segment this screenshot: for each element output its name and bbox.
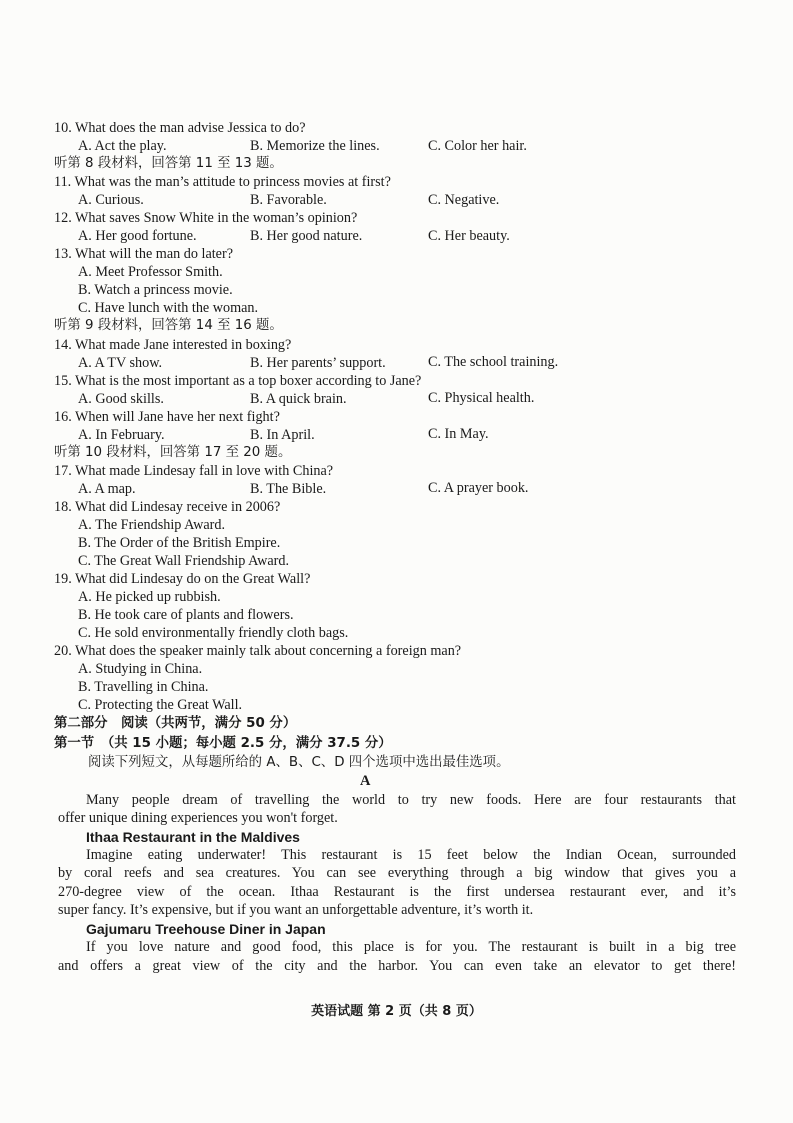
question-20-stem: 20. What does the speaker mainly talk about concerning a foreign man? — [54, 643, 462, 659]
question-19-option-c: C. He sold environmentally friendly cloth bags. — [78, 625, 349, 641]
question-20-option-b: B. Travelling in China. — [78, 679, 209, 695]
question-10-option-b: B. Memorize the lines. — [250, 138, 380, 154]
question-16-option-b: B. In April. — [250, 427, 315, 443]
ithaa-line-2: by coral reefs and sea creatures. You can see everything through a big window that gives you a — [58, 865, 736, 881]
question-12-option-b: B. Her good nature. — [250, 228, 363, 244]
question-14-option-c: C. The school training. — [428, 354, 559, 370]
intro-line-2: offer unique dining experiences you won't forget. — [58, 810, 338, 826]
question-17-option-b: B. The Bible. — [250, 481, 327, 497]
question-12-option-c: C. Her beauty. — [428, 228, 510, 244]
listening-instruction-10: 听第 10 段材料，回答第 17 至 20 题。 — [54, 445, 292, 460]
gajumaru-heading: Gajumaru Treehouse Diner in Japan — [86, 921, 326, 937]
question-15-option-c: C. Physical health. — [428, 390, 535, 406]
question-18-option-a: A. The Friendship Award. — [78, 517, 225, 533]
question-18-option-b: B. The Order of the British Empire. — [78, 535, 281, 551]
question-13-option-c: C. Have lunch with the woman. — [78, 300, 259, 316]
question-13-option-a: A. Meet Professor Smith. — [78, 264, 223, 280]
question-19-stem: 19. What did Lindesay do on the Great Wall? — [54, 571, 311, 587]
ithaa-line-3: 270-degree view of the ocean. Ithaa Restaurant is the first undersea restaurant ever, and it’s — [58, 884, 736, 900]
part-2-heading: 第二部分 阅读（共两节，满分 50 分） — [54, 716, 297, 731]
ithaa-line-1: Imagine eating underwater! This restaurant is 15 feet below the Indian Ocean, surrounded — [86, 847, 736, 863]
question-15-option-b: B. A quick brain. — [250, 391, 347, 407]
question-18-option-c: C. The Great Wall Friendship Award. — [78, 553, 289, 569]
question-17-stem: 17. What made Lindesay fall in love with China? — [54, 463, 334, 479]
question-16-stem: 16. When will Jane have her next fight? — [54, 409, 280, 425]
listening-instruction-8: 听第 8 段材料，回答第 11 至 13 题。 — [54, 156, 283, 171]
gajumaru-line-2: and offers a great view of the city and the harbor. You can even take an elevator to get there! — [58, 958, 736, 974]
question-16-option-c: C. In May. — [428, 426, 489, 442]
section-1-heading: 第一节 （共 15 小题；每小题 2.5 分，满分 37.5 分） — [54, 736, 392, 751]
question-19-option-b: B. He took care of plants and flowers. — [78, 607, 294, 623]
question-20-option-c: C. Protecting the Great Wall. — [78, 697, 243, 713]
gajumaru-line-1: If you love nature and good food, this place is for you. The restaurant is built in a big tree — [86, 939, 736, 955]
question-14-stem: 14. What made Jane interested in boxing? — [54, 337, 292, 353]
question-17-option-a: A. A map. — [78, 481, 136, 497]
intro-line-1: Many people dream of travelling the world to try new foods. Here are four restaurants that — [86, 792, 736, 808]
question-19-option-a: A. He picked up rubbish. — [78, 589, 221, 605]
listening-instruction-9: 听第 9 段材料，回答第 14 至 16 题。 — [54, 318, 283, 333]
question-12-stem: 12. What saves Snow White in the woman’s opinion? — [54, 210, 358, 226]
question-20-option-a: A. Studying in China. — [78, 661, 203, 677]
question-14-option-a: A. A TV show. — [78, 355, 163, 371]
question-17-option-c: C. A prayer book. — [428, 480, 529, 496]
question-11-option-a: A. Curious. — [78, 192, 144, 208]
question-12-option-a: A. Her good fortune. — [78, 228, 197, 244]
question-11-stem: 11. What was the man’s attitude to princess movies at first? — [54, 174, 391, 190]
question-18-stem: 18. What did Lindesay receive in 2006? — [54, 499, 281, 515]
question-10-option-a: A. Act the play. — [78, 138, 167, 154]
question-10-stem: 10. What does the man advise Jessica to do? — [54, 120, 306, 136]
question-16-option-a: A. In February. — [78, 427, 165, 443]
reading-instruction: 阅读下列短文，从每题所给的 A、B、C、D 四个选项中选出最佳选项。 — [88, 755, 510, 770]
question-14-option-b: B. Her parents’ support. — [250, 355, 386, 371]
question-13-stem: 13. What will the man do later? — [54, 246, 233, 262]
question-10-option-c: C. Color her hair. — [428, 138, 527, 154]
passage-label: A — [360, 773, 371, 789]
ithaa-heading: Ithaa Restaurant in the Maldives — [86, 829, 300, 845]
page-footer: 英语试题 第 2 页（共 8 页） — [311, 1004, 482, 1019]
question-15-stem: 15. What is the most important as a top boxer according to Jane? — [54, 373, 422, 389]
question-11-option-c: C. Negative. — [428, 192, 500, 208]
question-11-option-b: B. Favorable. — [250, 192, 327, 208]
question-15-option-a: A. Good skills. — [78, 391, 164, 407]
ithaa-line-4: super fancy. It’s expensive, but if you want an unforgettable adventure, it’s worth it. — [58, 902, 534, 918]
question-13-option-b: B. Watch a princess movie. — [78, 282, 233, 298]
